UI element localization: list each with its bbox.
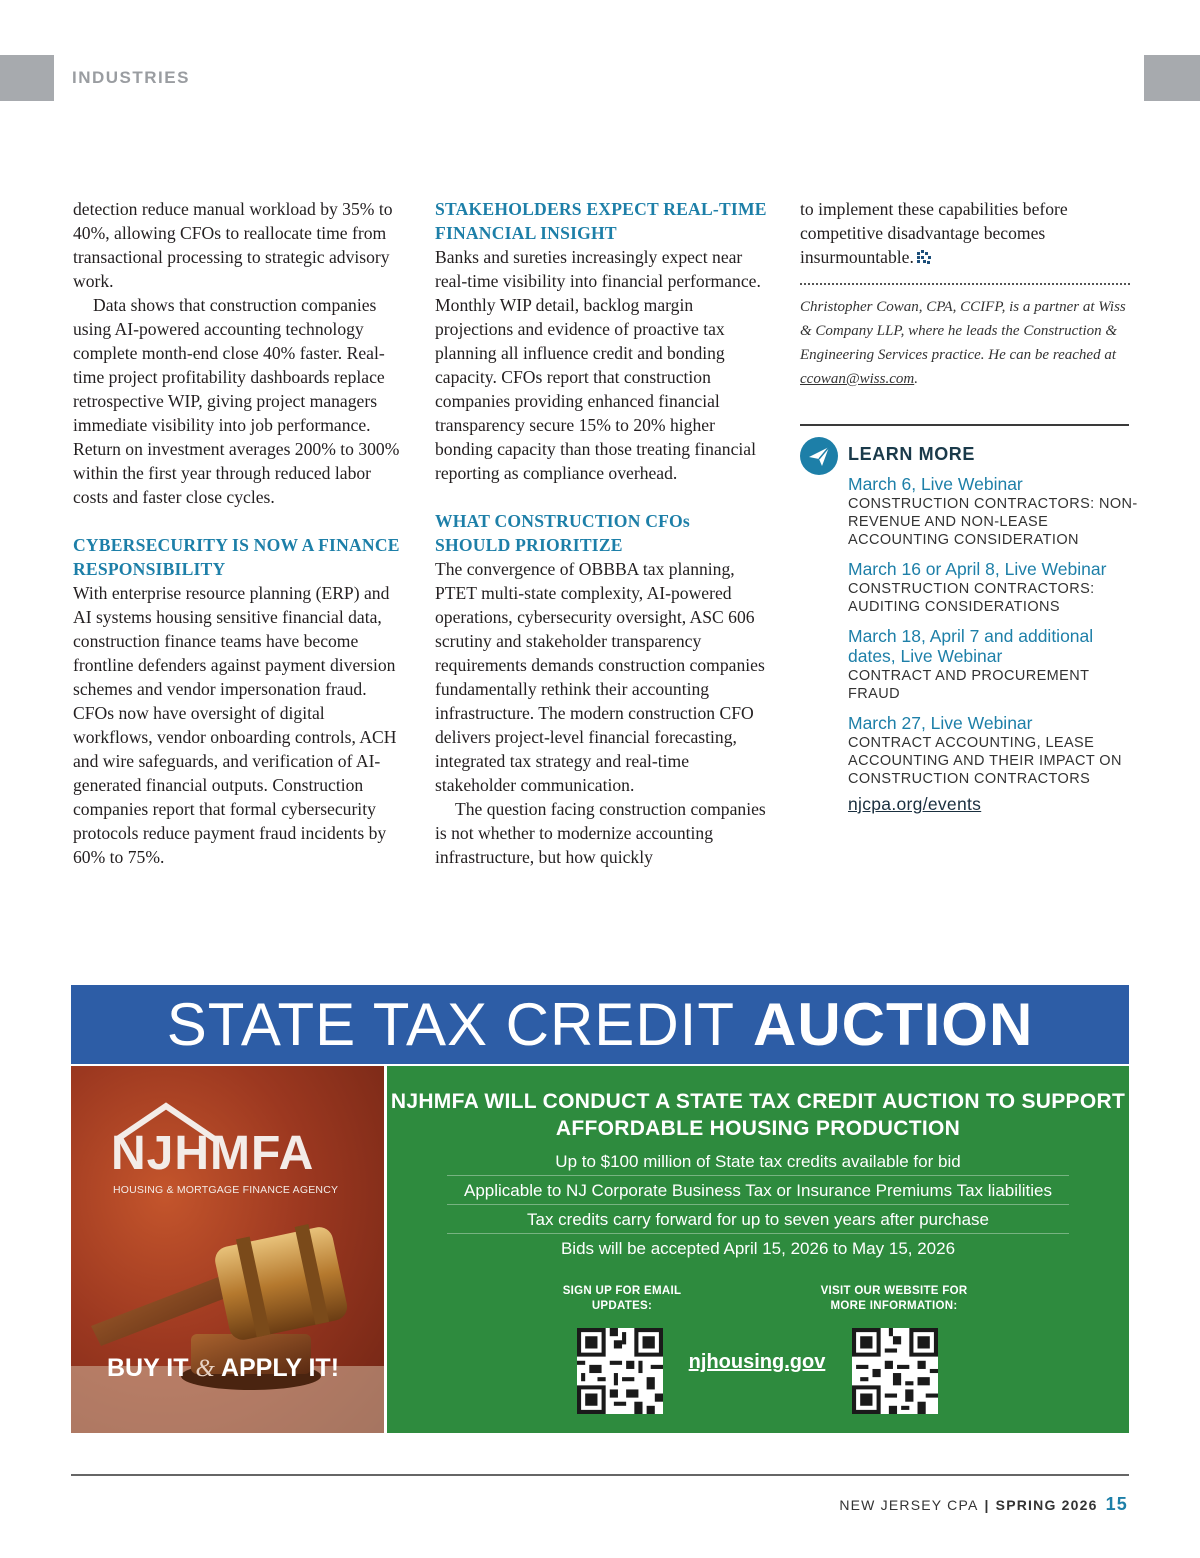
- buy-it-apply-it-tagline: BUY IT & APPLY IT!: [107, 1354, 340, 1382]
- article-column-2: [435, 197, 767, 869]
- website-qr-code-icon[interactable]: [852, 1328, 938, 1414]
- gavel-icon: [71, 1216, 384, 1433]
- paragraph: [800, 197, 1130, 269]
- signup-label: SIGN UP FOR EMAIL UPDATES:: [562, 1285, 682, 1312]
- divider: [800, 283, 1130, 285]
- event-date: March 27, Live Webinar: [848, 713, 1033, 733]
- paragraph: The question facing construction companies is not whether to modernize accounting infrastructure, but how quickly: [435, 799, 766, 867]
- paragraph: The convergence of OBBBA tax planning, PTET multi-state complexity, AI-powered operations, cybersecurity oversight, ASC 606 scrutiny and stakeholder transparency requirements demands construction companies fundamentally rethink their accounting infrastructure. The modern construction CFO delivers project-level financial forecasting, integrated tax strategy and real-time stakeholder communication.: [435, 559, 765, 795]
- event-date: March 16 or April 8, Live Webinar: [848, 559, 1107, 579]
- event-item: [848, 626, 1138, 703]
- njhmfa-logo: NJHMFA: [111, 1127, 315, 1180]
- event-description: CONSTRUCTION CONTRACTORS: NON-REVENUE AND NON-LEASE ACCOUNTING CONSIDERATION: [848, 496, 1138, 548]
- section-heading: CYBERSECURITY IS NOW A FINANCE RESPONSIBILITY: [73, 535, 400, 579]
- learn-more-title: LEARN MORE: [848, 444, 975, 464]
- events-link[interactable]: njcpa.org/events: [848, 794, 982, 814]
- ad-headline: NJHMFA WILL CONDUCT A STATE TAX CREDIT AUCTION TO SUPPORT AFFORDABLE HOUSING PRODUCTION: [390, 1090, 1126, 1140]
- ad-bullet: Applicable to NJ Corporate Business Tax or Insurance Premiums Tax liabilities: [447, 1177, 1069, 1205]
- event-item: [848, 559, 1138, 616]
- footer-separator: |: [984, 1497, 990, 1513]
- author-email-link[interactable]: ccowan@wiss.com: [800, 371, 915, 387]
- website-link[interactable]: njhousing.gov: [688, 1351, 826, 1373]
- left-edge-tab: [0, 55, 54, 101]
- paragraph: Data shows that construction companies using AI-powered accounting technology complete month-end close 40% faster. Real-time project profitability dashboards replace retrospective WIP, giving project managers immediate visibility into job performance. Return on investment averages 200% to 300% within the first year through reduced labor costs and faster close cycles.: [73, 295, 400, 507]
- ad-title-bold: AUCTION: [752, 991, 1034, 1058]
- ad-title-light: STATE TAX CREDIT: [166, 991, 735, 1058]
- end-mark-icon: [917, 250, 931, 264]
- event-description: CONSTRUCTION CONTRACTORS: AUDITING CONSIDERATIONS: [848, 581, 1095, 615]
- paragraph: detection reduce manual workload by 35% to 40%, allowing CFOs to reallocate time from transactional processing to strategic advisory work.: [73, 199, 393, 291]
- author-bio: Christopher Cowan, CPA, CCIFP, is a partner at Wiss & Company LLP, where he leads the Construction & Engineering Services practice. He can be reached at ccowan@wiss.com.: [800, 299, 1126, 387]
- event-date: March 18, April 7 and additional dates, Live Webinar: [848, 626, 1094, 666]
- ad-bullet: Tax credits carry forward for up to seven years after purchase: [447, 1206, 1069, 1234]
- article-column-1: [73, 197, 403, 869]
- signup-qr-code-icon[interactable]: [577, 1328, 663, 1414]
- footer-rule: [71, 1474, 1129, 1476]
- ad-info-panel: [387, 1066, 1129, 1433]
- section-heading: STAKEHOLDERS EXPECT REAL-TIME FINANCIAL INSIGHT: [435, 199, 767, 243]
- event-date: March 6, Live Webinar: [848, 474, 1023, 494]
- ad-bullet: Bids will be accepted April 15, 2026 to May 15, 2026: [560, 1239, 956, 1258]
- paper-plane-icon: [800, 437, 838, 475]
- closing-text: to implement these capabilities before competitive disadvantage becomes insurmountable.: [800, 199, 1068, 267]
- event-item: [848, 474, 1138, 549]
- event-list: [848, 474, 1138, 815]
- ad-image-panel: [71, 1066, 384, 1433]
- paragraph: With enterprise resource planning (ERP) and AI systems housing sensitive financial data, construction finance teams have become frontline defenders against payment diversion schemes and vendor impersonation fraud. CFOs now have oversight of digital workflows, vendor onboarding controls, ACH and wire safeguards, and verification of AI-generated financial outputs. Construction companies report that formal cybersecurity protocols reduce payment fraud incidents by 60% to 75%.: [73, 583, 397, 867]
- event-description: CONTRACT ACCOUNTING, LEASE ACCOUNTING AND THEIR IMPACT ON CONSTRUCTION CONTRACTORS: [848, 735, 1122, 787]
- learn-more-rule: [800, 424, 1129, 426]
- right-edge-tab: [1144, 55, 1200, 101]
- section-label: INDUSTRIES: [72, 68, 190, 87]
- issue-label: SPRING 2026: [995, 1497, 1098, 1513]
- article-column-3: [800, 197, 1130, 391]
- ad-bullet: Up to $100 million of State tax credits available for bid: [447, 1148, 1069, 1176]
- visit-website-label: VISIT OUR WEBSITE FOR MORE INFORMATION:: [820, 1285, 968, 1312]
- njhmfa-logo-subtitle: HOUSING & MORTGAGE FINANCE AGENCY: [113, 1184, 339, 1196]
- event-item: [848, 713, 1138, 788]
- event-description: CONTRACT AND PROCUREMENT FRAUD: [848, 668, 1090, 702]
- tax-credit-auction-ad: [71, 985, 1129, 1433]
- section-heading: WHAT CONSTRUCTION CFOs SHOULD PRIORITIZE: [435, 511, 690, 555]
- ad-banner: [71, 985, 1129, 1064]
- paragraph: Banks and sureties increasingly expect near real-time visibility into financial performance. Monthly WIP detail, backlog margin projections and evidence of proactive tax planning all influence credit and bonding capacity. CFOs report that construction companies providing enhanced financial transparency secure 15% to 20% higher bonding capacity than those treating financial reporting as compliance overhead.: [435, 247, 761, 483]
- ad-bullet-list: [447, 1148, 1069, 1263]
- page-number: 15: [1105, 1494, 1128, 1514]
- publication-name: NEW JERSEY CPA: [839, 1497, 979, 1513]
- page-footer: [839, 1494, 1128, 1515]
